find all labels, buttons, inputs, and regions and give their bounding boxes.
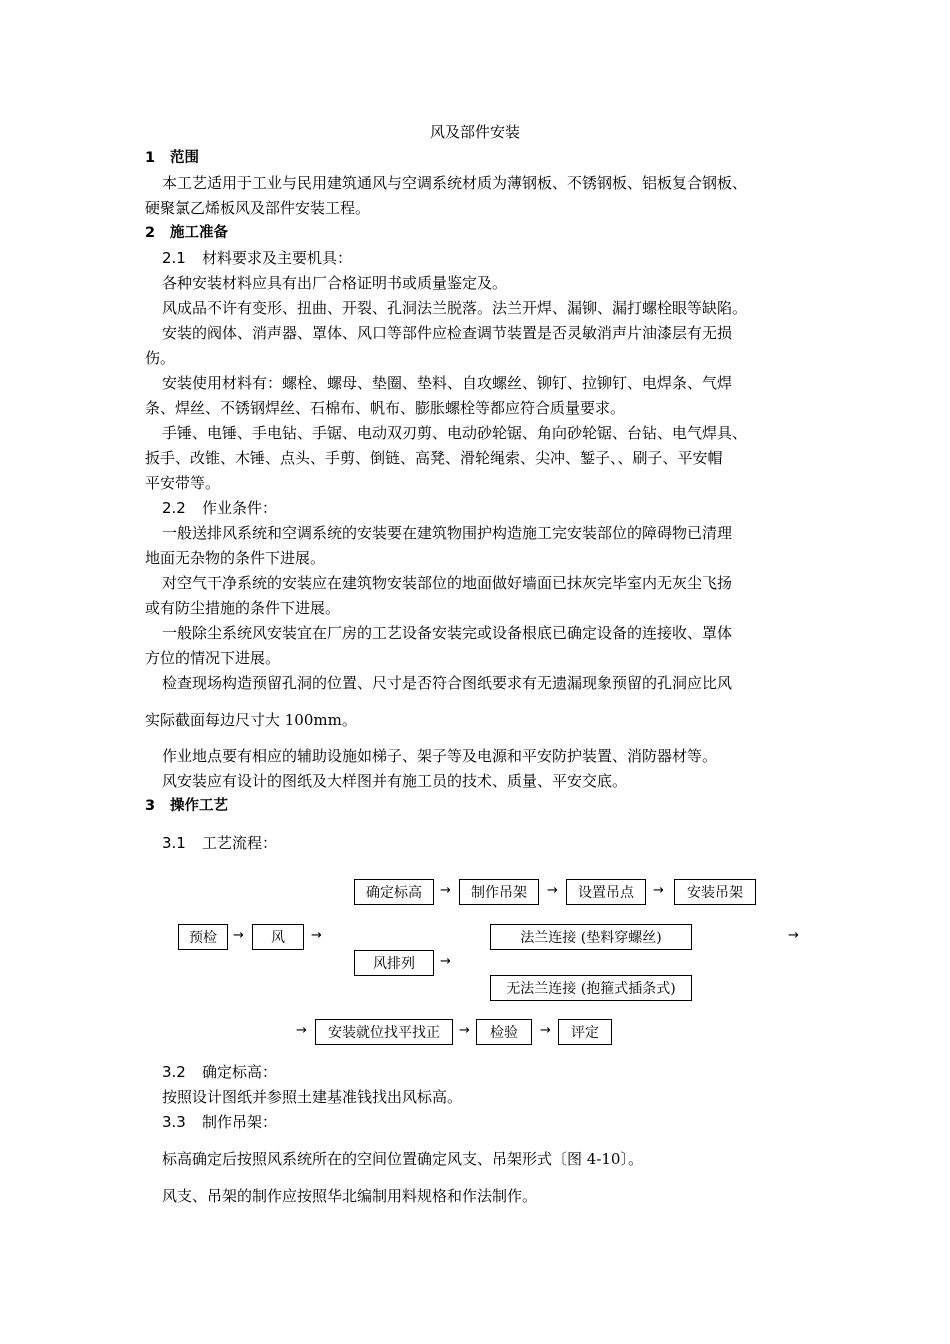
flow-arrow: →: [440, 883, 451, 898]
flow-box-duct-arrangement: 风排列: [354, 950, 434, 976]
flow-arrow: →: [788, 928, 799, 943]
flow-box-inspection: 检验: [476, 1019, 532, 1045]
section-1-paragraph-line: 硬聚氯乙烯板风及部件安装工程。: [145, 199, 371, 217]
paragraph-line: 扳手、改锥、木锤、点头、手剪、倒链、高凳、滑轮绳索、尖冲、錾子、、刷子、平安帽: [145, 449, 723, 467]
paragraph-line: 对空气干净系统的安装应在建筑物安装部位的地面做好墙面已抹灰完毕室内无灰尘飞扬: [162, 574, 733, 592]
subsection-3-3-title: 制作吊架：: [202, 1113, 278, 1131]
flow-arrow: →: [311, 928, 322, 943]
flow-box-make-hanger: 制作吊架: [459, 879, 539, 905]
flow-box-duct: 风: [252, 924, 304, 950]
flow-arrow: →: [440, 954, 451, 969]
subsection-3-2-title: 确定标高：: [202, 1063, 278, 1081]
flow-arrow: →: [540, 1023, 551, 1038]
section-1-heading: 范围: [170, 150, 199, 166]
paragraph-line: 地面无杂物的条件下进展。: [145, 549, 326, 567]
subsection-2-2-title: 作业条件：: [202, 499, 278, 517]
subsection-2-1-title: 材料要求及主要机具：: [202, 249, 353, 267]
paragraph-line: 方位的情况下进展。: [145, 649, 281, 667]
subsection-3-2-number: 3.2: [162, 1063, 186, 1081]
section-3-number: 3: [145, 798, 156, 814]
flow-box-evaluation: 评定: [558, 1019, 612, 1045]
paragraph-line: 标高确定后按照风系统所在的空间位置确定风支、吊架形式〔图 4-10〕。: [162, 1150, 643, 1168]
flow-arrow: →: [653, 883, 664, 898]
subsection-3-3-number: 3.3: [162, 1113, 186, 1131]
section-3-heading: 操作工艺: [170, 798, 228, 814]
paragraph-line: 安装的阀体、消声器、罩体、风口等部件应检查调节装置是否灵敏消声片油漆层有无损: [162, 324, 733, 342]
flow-box-install-hanger: 安装吊架: [674, 879, 756, 905]
paragraph-line: 条、焊丝、不锈钢焊丝、石棉布、帆布、膨胀螺栓等都应符合质量要求。: [145, 399, 626, 417]
subsection-2-2-number: 2.2: [162, 499, 186, 517]
section-1-number: 1: [145, 150, 156, 166]
paragraph-line: 一般除尘系统风安装宜在厂房的工艺设备安装完或设备根底已确定设备的连接收、罩体: [162, 624, 733, 642]
subsection-3-1-number: 3.1: [162, 834, 186, 852]
paragraph-line: 平安带等。: [145, 474, 221, 492]
paragraph-line: 风成品不许有变形、扭曲、开裂、孔洞法兰脱落。法兰开焊、漏铆、漏打螺栓眼等缺陷。: [162, 299, 748, 317]
paragraph-line: 一般送排风系统和空调系统的安装要在建筑物围护构造施工完安装部位的障碍物已清理: [162, 524, 733, 542]
paragraph-line: 风安装应有设计的图纸及大样图并有施工员的技术、质量、平安交底。: [162, 772, 628, 790]
paragraph-line: 风支、吊架的制作应按照华北编制用料规格和作法制作。: [162, 1187, 538, 1205]
subsection-2-1-number: 2.1: [162, 249, 186, 267]
paragraph-line: 各种安装材料应具有出厂合格证明书或质量鉴定及。: [162, 274, 508, 292]
flow-box-flangeless-connection: 无法兰连接 (抱箍式插条式): [490, 975, 692, 1001]
flow-arrow: →: [547, 883, 558, 898]
flow-box-install-and-level: 安装就位找平找正: [315, 1019, 453, 1045]
paragraph-line: 或有防尘措施的条件下进展。: [145, 599, 341, 617]
flow-arrow: →: [459, 1023, 470, 1038]
flow-arrow: →: [233, 928, 244, 943]
flow-box-pre-inspection: 预检: [178, 924, 228, 950]
paragraph-line: 作业地点要有相应的辅助设施如梯子、架子等及电源和平安防护装置、消防器材等。: [162, 747, 718, 765]
paragraph-line: 手锤、电锤、手电钻、手锯、电动双刃剪、电动砂轮锯、角向砂轮锯、台钻、电气焊具、: [162, 424, 748, 442]
section-2-heading: 施工准备: [170, 225, 228, 241]
flow-box-determine-elevation: 确定标高: [354, 879, 434, 905]
paragraph-line: 实际截面每边尺寸大 100mm。: [145, 711, 357, 729]
flow-box-set-hang-points: 设置吊点: [566, 879, 646, 905]
subsection-3-1-title: 工艺流程：: [202, 834, 278, 852]
paragraph-line: 伤。: [145, 349, 176, 367]
section-2-number: 2: [145, 225, 156, 241]
paragraph-line: 按照设计图纸并参照土建基准钱找出风标高。: [162, 1088, 463, 1106]
paragraph-line: 检查现场构造预留孔洞的位置、尺寸是否符合图纸要求有无遗漏现象预留的孔洞应比风: [162, 674, 733, 692]
flow-box-flange-connection: 法兰连接 (垫料穿螺丝): [490, 924, 692, 950]
section-1-paragraph-line: 本工艺适用于工业与民用建筑通风与空调系统材质为薄钢板、不锈钢板、铝板复合钢板、: [162, 174, 748, 192]
flow-arrow: →: [296, 1023, 307, 1038]
page-title: 风及部件安装: [429, 123, 520, 141]
paragraph-line: 安装使用材料有：螺栓、螺母、垫圈、垫料、自攻螺丝、铆钉、拉铆钉、电焊条、气焊: [162, 374, 733, 392]
